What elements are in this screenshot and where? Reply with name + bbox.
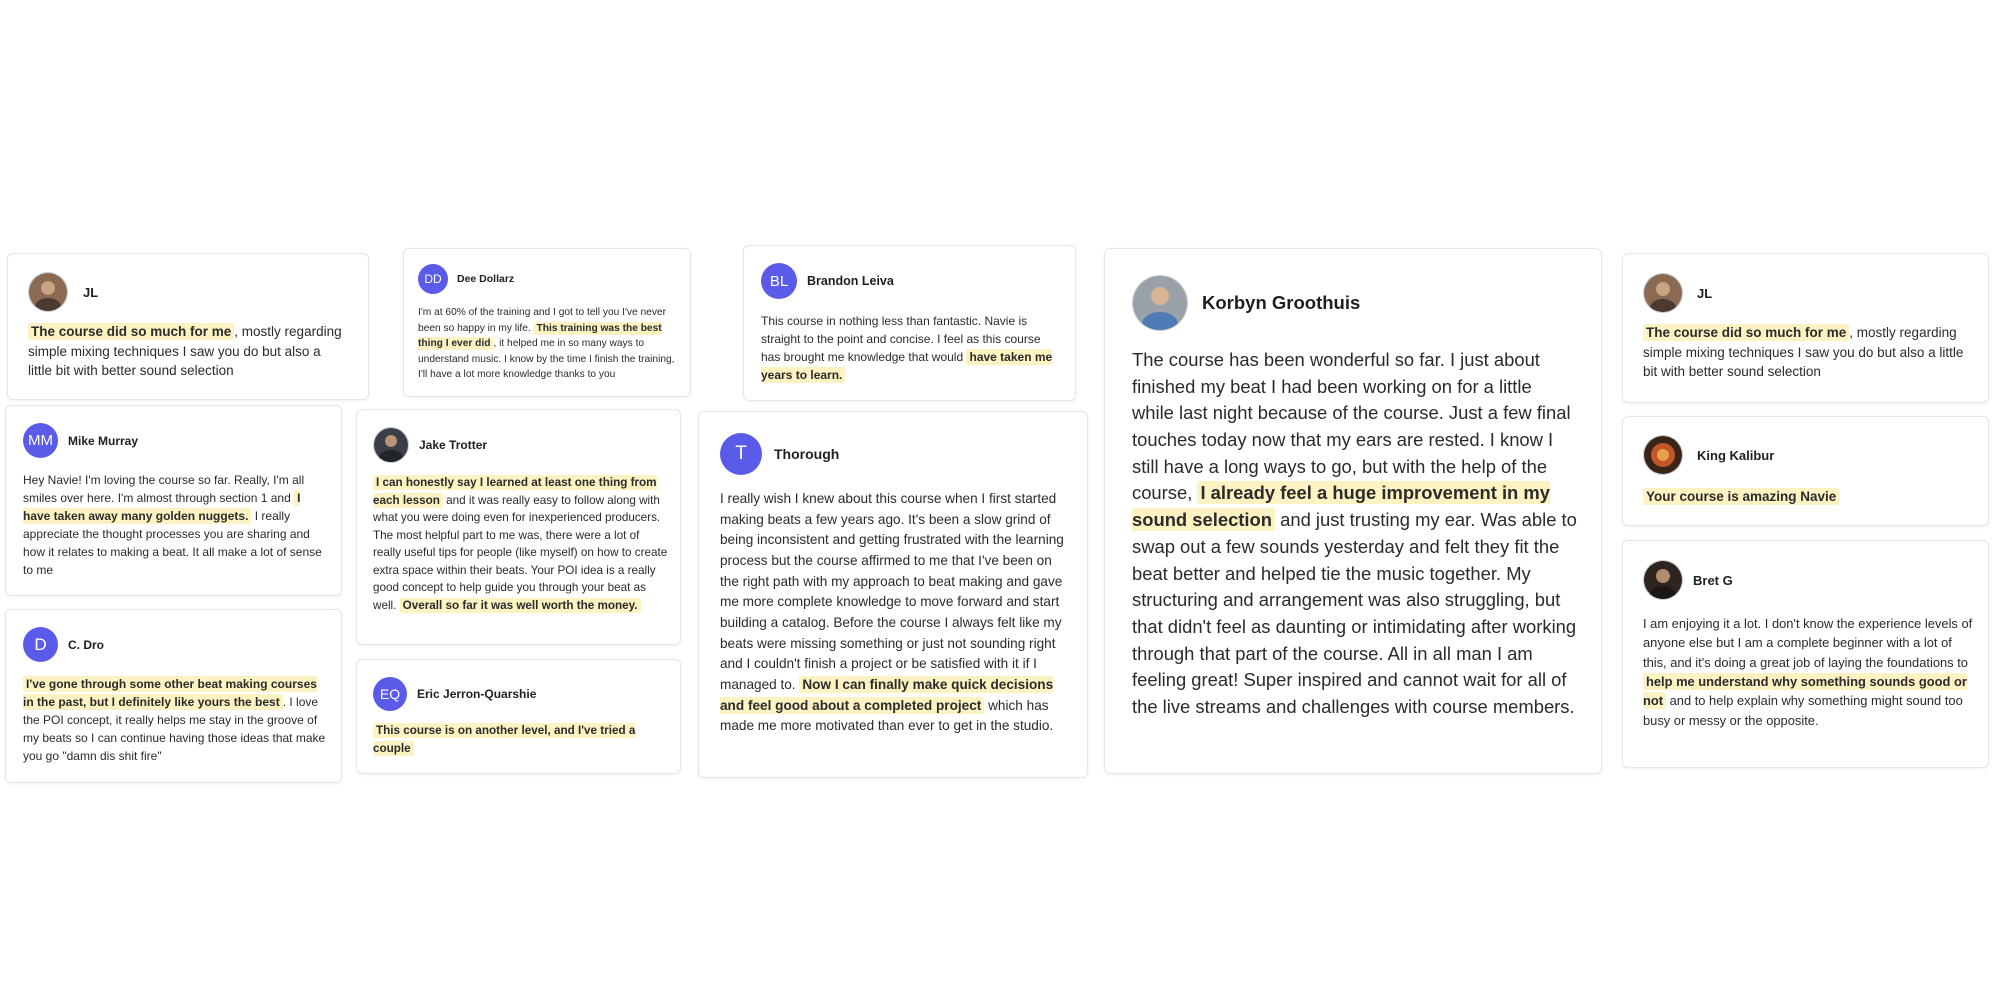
person-photo-icon xyxy=(1644,274,1682,312)
card-header xyxy=(23,627,104,662)
testimonial-card xyxy=(356,409,681,645)
testimonial-text: I can honestly say I learned at least one thing from each lesson and it was really easy to follow along with what you were doing even for inexperienced producers. The most helpful part to me was, there were a lot of really useful tips for people (like myself) on how to create extra space within their beats. Your POI idea is a really good concept to help guide you through your beat as well. Overall so far it was well worth the money. xyxy=(373,476,668,612)
testimonial-card xyxy=(1622,540,1989,768)
highlight: have taken me years to learn. xyxy=(761,350,1053,382)
card-header xyxy=(23,423,138,458)
highlight: I've gone through some other beat making courses in the past, but I definitely like yours the best xyxy=(23,677,317,709)
card-header xyxy=(761,263,894,299)
person-photo-icon xyxy=(1644,561,1682,599)
highlight: I can honestly say I learned at least one thing from each lesson xyxy=(373,476,657,507)
author-name: Dee Dollarz xyxy=(457,273,515,285)
card-header xyxy=(418,264,514,294)
avatar xyxy=(1643,560,1683,600)
testimonial-card xyxy=(7,253,369,400)
author-name: Korbyn Groothuis xyxy=(1202,292,1361,313)
testimonial-card xyxy=(403,248,691,397)
avatar xyxy=(1643,273,1683,313)
testimonial-text: The course did so much for me , mostly regarding simple mixing techniques I saw you do but also a little bit with better sound selection xyxy=(1643,325,1964,380)
avatar: MM xyxy=(23,423,58,458)
avatar: D xyxy=(23,627,58,662)
card-header xyxy=(720,433,839,475)
author-name: Brandon Leiva xyxy=(807,274,894,288)
person-photo-icon xyxy=(29,273,67,311)
highlight: I have taken away many golden nuggets. xyxy=(23,491,301,523)
card-header xyxy=(1132,275,1360,331)
testimonial-card xyxy=(356,659,681,774)
highlight: This training was the best thing I ever did xyxy=(418,322,662,349)
highlight: Overall so far it was well worth the money. xyxy=(400,598,641,613)
testimonial-text xyxy=(373,722,670,757)
testimonial-text: I really wish I knew about this course when I first started making beats a few years ago. It's been a slow grind of being inconsistent and getting frustrated with the learning process but the course affirmed to me that I've been on the right path with my approach to beat making and gave me more complete knowledge to move forward and start building a catalog. Before the course I always felt like my beats were missing something or just not sounding right and I couldn't finish a project or be satisfied with it if I managed to. Now I can finally make quick decisions and feel good about a completed project which has made me more motivated than ever to get in the studio. xyxy=(720,491,1064,734)
author-name: Bret G xyxy=(1693,572,1733,588)
card-header xyxy=(1643,435,1774,475)
testimonial-text: The course has been wonderful so far. I just about finished my beat I had been working on for a little while last night because of the course. Just a few final touches today now that my ears are rested. I know I still have a long ways to go, but with the help of the course, I already feel a huge improvement in my sound selection and just trusting my ear. Was able to swap out a few sounds yesterday and felt they fit the beat better and helped tie the music together. My structuring and arrangement was also struggling, but that didn't feel as daunting or intimidating after working through that part of the course. All in all man I am feeling great! Super inspired and cannot wait for all of the live streams and challenges with course members. xyxy=(1132,349,1577,717)
testimonial-card xyxy=(698,411,1088,778)
avatar xyxy=(373,427,409,463)
highlight: The course did so much for me xyxy=(28,323,234,340)
person-photo-icon xyxy=(374,428,408,462)
avatar xyxy=(28,272,68,312)
avatar: DD xyxy=(418,264,448,294)
author-name: JL xyxy=(1697,285,1713,301)
author-name: Eric Jerron-Quarshie xyxy=(417,687,537,701)
card-header xyxy=(28,272,98,312)
testimonial-text: The course did so much for me , mostly regarding simple mixing techniques I saw you do but also a little bit with better sound selection xyxy=(28,324,342,379)
card-header xyxy=(1643,273,1712,313)
testimonial-card xyxy=(1622,416,1989,526)
avatar: EQ xyxy=(373,677,407,711)
highlight: The course did so much for me xyxy=(1643,324,1849,341)
person-photo-icon xyxy=(1644,436,1682,474)
testimonial-card xyxy=(5,405,342,596)
author-name: Thorough xyxy=(774,446,840,462)
testimonial-text: I'm at 60% of the training and I got to tell you I've never been so happy in my life. This training was the best thing I ever did , it helped me in so many ways to understand music. I know by the time I finish the training, I'll have a lot more knowledge thanks to you xyxy=(418,307,675,380)
author-name: JL xyxy=(83,284,99,300)
card-header xyxy=(373,677,536,711)
avatar: T xyxy=(720,433,762,475)
highlight: Your course is amazing Navie xyxy=(1643,488,1839,505)
avatar: BL xyxy=(761,263,797,299)
testimonial-text: Hey Navie! I'm loving the course so far. Really, I'm all smiles over here. I'm almost through section 1 and I have taken away many golden nuggets. I really appreciate the thought processes you are sharing and how it relates to making a beat. It all make a lot of sense to me xyxy=(23,473,322,577)
avatar xyxy=(1643,435,1683,475)
author-name: Jake Trotter xyxy=(419,438,488,452)
testimonial-card xyxy=(1104,248,1602,774)
card-header xyxy=(373,427,487,463)
highlight: help me understand why something sounds good or not xyxy=(1643,674,1967,709)
highlight: This course is on another level, and I've tried a couple xyxy=(373,724,636,755)
testimonial-text: This course in nothing less than fantastic. Navie is straight to the point and concise. I feel as this course has brought me knowledge that would have taken me years to learn. xyxy=(761,314,1053,382)
author-name: C. Dro xyxy=(68,637,104,652)
person-photo-icon xyxy=(1133,276,1187,330)
highlight: I already feel a huge improvement in my sound selection xyxy=(1132,482,1550,531)
testimonial-text: I've gone through some other beat making courses in the past, but I definitely like yours the best . I love the POI concept, it really helps me stay in the groove of my beats so I can continue having those ideas that make you go "damn dis shit fire" xyxy=(23,677,326,763)
testimonial-text xyxy=(1643,487,1968,507)
testimonial-card xyxy=(5,609,342,783)
author-name: King Kalibur xyxy=(1697,447,1775,463)
avatar xyxy=(1132,275,1188,331)
testimonial-card xyxy=(1622,253,1989,403)
highlight: Now I can finally make quick decisions and feel good about a completed project xyxy=(720,676,1054,713)
card-header xyxy=(1643,560,1733,600)
testimonial-text: I am enjoying it a lot. I don't know the experience levels of anyone else but I am a complete beginner with a lot of this, and it's doing a great job of laying the foundations to help me understand why something sounds good or not and to help explain why something might sound too busy or messy or the opposite. xyxy=(1643,616,1973,728)
author-name: Mike Murray xyxy=(68,433,139,448)
testimonial-card xyxy=(743,245,1076,401)
